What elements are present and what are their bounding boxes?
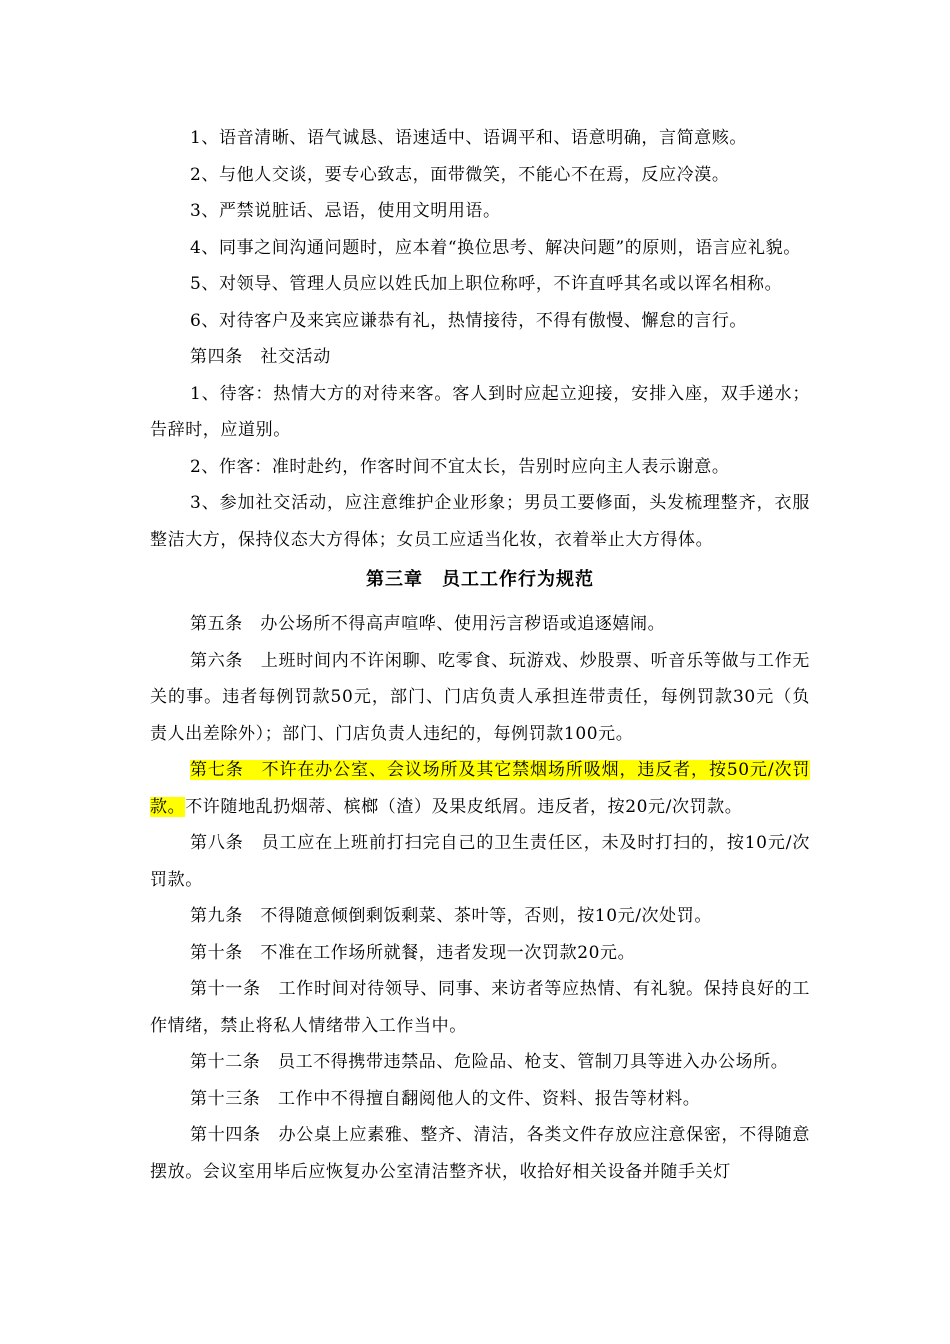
article-9: 第九条 不得随意倾倒剩饭剩菜、茶叶等，否则，按10元/次处罚。 (190, 906, 712, 926)
article-8: 第八条 员工应在上班前打扫完自己的卫生责任区，未及时打扫的，按10元/次罚款。 (150, 833, 810, 890)
article-4-item-2: 2、作客：准时赴约，作客时间不宜太长，告别时应向主人表示谢意。 (190, 456, 730, 477)
article-4-item-3: 3、参加社交活动，应注意维护企业形象；男员工要修面，头发梳理整齐，衣服整洁大方，保持仪态大方得体；女员工应适当化妆，衣着举止大方得体。 (150, 493, 810, 550)
paragraph-item-3: 3、严禁说脏话、忌语，使用文明用语。 (190, 201, 501, 221)
article-6: 第六条 上班时间内不许闲聊、吃零食、玩游戏、炒股票、听音乐等做与工作无关的事。违者每例罚款50元，部门、门店负责人承担连带责任，每例罚款30元（负责人出差除外）；部门、门店负责人违纪的，每例罚款100元。 (150, 650, 810, 744)
article-11: 第十一条 工作时间对待领导、同事、来访者等应热情、有礼貌。保持良好的工作情绪，禁止将私人情绪带入工作当中。 (150, 979, 810, 1036)
highlighted-text: 第七条 不许在办公室、会议场所及其它禁烟场所吸烟，违反者，按50元/次罚款。 (150, 760, 810, 817)
chapter-title: 第三章 员工工作行为规范 (366, 569, 594, 590)
paragraph-item-1: 1、语音清晰、语气诚恳、语速适中、语调平和、语意明确，言简意赅。 (190, 128, 748, 148)
article-14: 第十四条 办公桌上应素雅、整齐、清洁，各类文件存放应注意保密，不得随意摆放。会议室用毕后应恢复办公室清洁整齐状，收拾好相关设备并随手关灯 (150, 1125, 810, 1182)
paragraph-item-2: 2、与他人交谈，要专心致志，面带微笑，不能心不在焉，反应冷漠。 (190, 164, 730, 185)
paragraph-item-6: 6、对待客户及来宾应谦恭有礼，热情接待，不得有傲慢、懈怠的言行。 (190, 310, 748, 331)
article-10: 第十条 不准在工作场所就餐，违者发现一次罚款20元。 (190, 942, 636, 963)
article-13: 第十三条 工作中不得擅自翻阅他人的文件、资料、报告等材料。 (190, 1088, 701, 1109)
article-4-heading: 第四条 社交活动 (190, 347, 331, 367)
article-12: 第十二条 员工不得携带违禁品、危险品、枪支、管制刀具等进入办公场所。 (190, 1052, 789, 1072)
article-5: 第五条 办公场所不得高声喧哗、使用污言秽语或追逐嬉闹。 (190, 614, 666, 634)
article-7-rest: 不许随地乱扔烟蒂、槟榔（渣）及果皮纸屑。违反者，按20元/次罚款。 (185, 796, 743, 817)
paragraph-item-4: 4、同事之间沟通问题时，应本着“换位思考、解决问题”的原则，语言应礼貌。 (190, 237, 801, 258)
paragraph-item-5: 5、对领导、管理人员应以姓氏加上职位称呼，不许直呼其名或以诨名相称。 (190, 274, 783, 294)
article-4-item-1: 1、待客：热情大方的对待来客。客人到时应起立迎接，安排入座，双手递水；告辞时，应道别。 (150, 383, 810, 440)
article-7 (150, 752, 810, 825)
